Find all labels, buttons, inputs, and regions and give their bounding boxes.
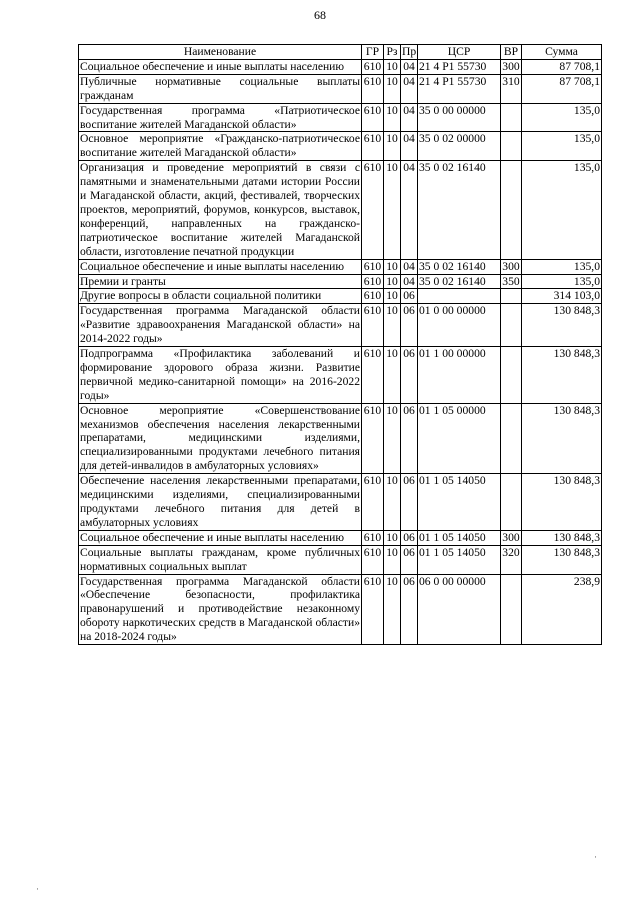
cell-sum: 130 848,3 [522, 304, 602, 347]
cell-pr: 06 [401, 474, 418, 531]
table-row [79, 103, 602, 132]
cell-vr [501, 103, 522, 132]
cell-gr: 610 [362, 161, 384, 259]
header-pr: Пр [402, 45, 417, 58]
cell-name: Социальное обеспечение и иные выплаты населению [79, 259, 362, 274]
cell-rz: 10 [384, 347, 401, 404]
cell-pr: 06 [401, 530, 418, 545]
cell-csr: 06 0 00 00000 [418, 574, 501, 645]
cell-name: Обеспечение населения лекарственными препаратами, медицинскими изделиями, специализированными продуктами лечебного питания для детей в амбулаторных условиях [80, 474, 360, 529]
cell-name: Государственная программа «Патриотическое воспитание жителей Магаданской области» [80, 103, 360, 131]
table-row [79, 161, 602, 259]
cell-vr: 300 [502, 259, 520, 273]
table-row [79, 74, 602, 103]
cell-name: Основное мероприятие «Гражданско-патриотическое воспитание жителей Магаданской области» [80, 132, 360, 160]
cell-pr: 04 [401, 74, 418, 103]
table-row [79, 545, 602, 574]
table-row [79, 259, 602, 274]
cell-vr [501, 161, 522, 259]
cell-name: Публичные нормативные социальные выплаты гражданам [80, 74, 360, 102]
cell-csr: 35 0 02 16140 [418, 274, 501, 289]
cell-csr: 01 1 05 14050 [418, 530, 501, 545]
cell-rz: 10 [384, 74, 401, 103]
table-row [79, 289, 602, 304]
cell-sum: 135,0 [522, 274, 602, 289]
header-sum: Сумма [522, 45, 602, 60]
header-rz: Рз [384, 45, 401, 60]
table-row [79, 574, 602, 645]
cell-csr: 21 4 P1 55730 [418, 59, 501, 74]
cell-sum: 87 708,1 [522, 74, 602, 103]
table-row [79, 59, 602, 74]
cell-rz: 10 [384, 574, 401, 645]
cell-sum: 238,9 [522, 574, 602, 645]
table-row [79, 474, 602, 531]
cell-sum: 135,0 [522, 161, 602, 259]
cell-gr: 610 [362, 59, 384, 74]
cell-name: Государственная программа Магаданской области «Обеспечение безопасности, профилактика правонарушений и противодействие незаконному обороту наркотических средств в Магаданской области» на 2018-2024 годы» [80, 574, 360, 644]
cell-rz: 10 [384, 161, 401, 259]
cell-pr: 06 [401, 403, 418, 474]
cell-csr: 01 1 05 00000 [418, 403, 501, 474]
header-name: Наименование [79, 45, 362, 60]
cell-pr: 04 [401, 259, 418, 274]
cell-vr [501, 304, 522, 347]
table-row [79, 274, 602, 289]
table-row [79, 304, 602, 347]
cell-vr: 300 [502, 530, 520, 544]
cell-pr: 06 [401, 304, 418, 347]
cell-sum: 135,0 [522, 103, 602, 132]
page-number: 68 [314, 8, 326, 22]
cell-vr: 320 [501, 545, 522, 574]
cell-rz: 10 [384, 132, 401, 161]
cell-gr: 610 [362, 530, 384, 545]
table-row [79, 347, 602, 404]
cell-gr: 610 [362, 103, 384, 132]
cell-sum: 130 848,3 [522, 530, 602, 545]
cell-csr: 21 4 P1 55730 [418, 74, 501, 103]
cell-rz: 10 [384, 403, 401, 474]
cell-vr [501, 574, 522, 645]
cell-vr: 300 [502, 59, 520, 73]
cell-csr: 01 0 00 00000 [418, 304, 501, 347]
cell-name: Социальные выплаты гражданам, кроме публичных нормативных социальных выплат [80, 545, 360, 573]
cell-pr: 06 [401, 574, 418, 645]
cell-pr: 04 [401, 161, 418, 259]
budget-table [78, 44, 602, 645]
cell-gr: 610 [362, 74, 384, 103]
cell-gr: 610 [362, 574, 384, 645]
table-header-row [79, 45, 602, 60]
cell-pr: 04 [401, 103, 418, 132]
cell-vr [501, 289, 522, 304]
cell-vr [501, 347, 522, 404]
cell-rz: 10 [384, 545, 401, 574]
cell-gr: 610 [362, 545, 384, 574]
header-csr: ЦСР [418, 45, 501, 60]
cell-sum: 130 848,3 [522, 403, 602, 474]
cell-sum: 135,0 [522, 259, 602, 274]
cell-vr [501, 132, 522, 161]
header-vr: ВР [501, 45, 522, 60]
cell-pr: 06 [401, 289, 418, 304]
cell-sum: 314 103,0 [522, 289, 602, 304]
cell-rz: 10 [384, 304, 401, 347]
cell-gr: 610 [362, 274, 384, 289]
cell-pr: 04 [401, 132, 418, 161]
cell-name: Социальное обеспечение и иные выплаты населению [79, 59, 362, 74]
cell-csr: 35 0 00 00000 [418, 103, 501, 132]
cell-gr: 610 [362, 259, 384, 274]
table-row [79, 403, 602, 474]
cell-csr: 35 0 02 16140 [418, 259, 501, 274]
cell-sum: 130 848,3 [522, 545, 602, 574]
cell-name: Основное мероприятие «Совершенствование механизмов обеспечения населения лекарственными препаратами, медицинскими изделиями, специализированными продуктами лечебного питания для детей-инвалидов в амбулаторных условиях» [80, 403, 360, 473]
cell-pr: 06 [401, 545, 418, 574]
cell-vr [501, 474, 522, 531]
cell-name: Государственная программа Магаданской области «Развитие здравоохранения Магаданской области» на 2014-2022 годы» [80, 304, 360, 346]
table-row [79, 132, 602, 161]
cell-rz: 10 [384, 274, 401, 289]
cell-csr: 01 1 05 14050 [418, 545, 501, 574]
cell-sum: 130 848,3 [522, 347, 602, 404]
cell-sum: 87 708,1 [522, 59, 602, 74]
scan-mark: · [36, 884, 39, 894]
cell-rz: 10 [384, 259, 401, 274]
cell-csr: 35 0 02 00000 [418, 132, 501, 161]
cell-rz: 10 [384, 289, 401, 304]
cell-pr: 06 [401, 347, 418, 404]
cell-vr: 310 [501, 74, 522, 103]
cell-name: Премии и гранты [79, 274, 362, 289]
cell-pr: 04 [401, 59, 418, 74]
cell-rz: 10 [384, 474, 401, 531]
cell-gr: 610 [362, 347, 384, 404]
cell-sum: 135,0 [522, 132, 602, 161]
cell-rz: 10 [384, 530, 401, 545]
cell-gr: 610 [362, 474, 384, 531]
cell-rz: 10 [384, 103, 401, 132]
table-row [79, 530, 602, 545]
cell-name: Организация и проведение мероприятий в связи с памятными и знаменательными датами истории России и Магаданской области, акций, фестивалей, творческих проектов, мероприятий, форумов, конкурсов, выставок, конференций, направленных на гражданско-патриотическое воспитание жителей Магаданской области, изготовление печатной продукции [80, 161, 360, 258]
cell-csr [418, 289, 501, 304]
cell-gr: 610 [362, 403, 384, 474]
cell-vr [501, 403, 522, 474]
cell-rz: 10 [384, 59, 401, 74]
cell-csr: 35 0 02 16140 [418, 161, 501, 259]
cell-gr: 610 [362, 304, 384, 347]
cell-csr: 01 1 00 00000 [418, 347, 501, 404]
header-gr: ГР [362, 45, 384, 60]
cell-pr: 04 [401, 274, 418, 289]
cell-gr: 610 [362, 289, 384, 304]
cell-name: Социальное обеспечение и иные выплаты населению [79, 530, 362, 545]
cell-name: Подпрограмма «Профилактика заболеваний и формирование здорового образа жизни. Развитие первичной медико-санитарной помощи» на 2016-2022 годы» [80, 347, 360, 402]
cell-gr: 610 [362, 132, 384, 161]
cell-name: Другие вопросы в области социальной политики [79, 289, 362, 304]
cell-sum: 130 848,3 [522, 474, 602, 531]
cell-vr: 350 [502, 274, 520, 288]
cell-csr: 01 1 05 14050 [418, 474, 501, 531]
scan-mark: · [594, 852, 597, 862]
